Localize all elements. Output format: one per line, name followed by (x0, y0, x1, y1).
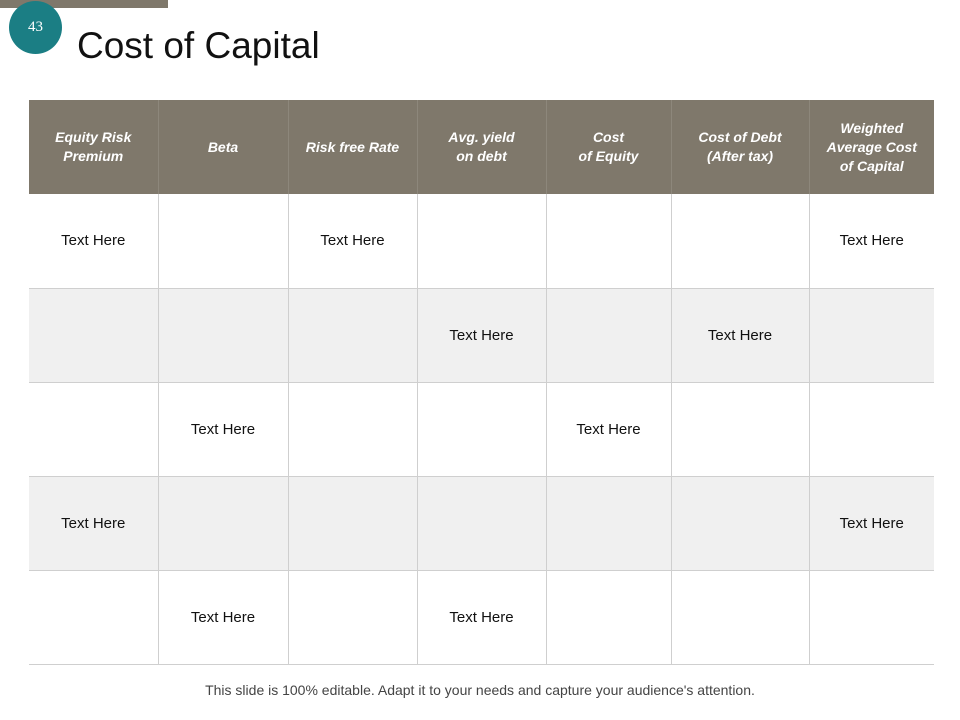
table-cell: Text Here (417, 570, 546, 664)
table-cell (671, 476, 809, 570)
table-cell (29, 382, 158, 476)
table-cell (158, 476, 288, 570)
header-wacc: Weighted Average Cost of Capital (809, 100, 934, 194)
slide-title: Cost of Capital (77, 25, 320, 66)
table-cell (546, 194, 671, 288)
table-cell (417, 194, 546, 288)
table-cell: Text Here (29, 194, 158, 288)
table-cell (158, 288, 288, 382)
slide-number-badge: 43 (9, 1, 62, 54)
cost-of-capital-table (29, 100, 934, 665)
table-header-row (29, 100, 934, 194)
table-cell: Text Here (29, 476, 158, 570)
table-cell: Text Here (546, 382, 671, 476)
table-cell (809, 382, 934, 476)
table-cell (288, 476, 417, 570)
header-beta: Beta (158, 100, 288, 194)
header-equity-risk-premium: Equity Risk Premium (29, 100, 158, 194)
table-cell (671, 194, 809, 288)
footer-note: This slide is 100% editable. Adapt it to your needs and capture your audience's attention. (205, 682, 755, 698)
table-cell (546, 476, 671, 570)
table-cell: Text Here (809, 476, 934, 570)
table-cell (29, 570, 158, 664)
header-cost-of-equity: Cost of Equity (546, 100, 671, 194)
table-cell (671, 382, 809, 476)
table-cell (158, 194, 288, 288)
header-cost-of-debt: Cost of Debt (After tax) (671, 100, 809, 194)
table-row (29, 194, 934, 288)
table-row (29, 288, 934, 382)
table-cell (809, 570, 934, 664)
header-risk-free-rate: Risk free Rate (288, 100, 417, 194)
table-row (29, 570, 934, 664)
table-row (29, 382, 934, 476)
table-row (29, 476, 934, 570)
table-cell (288, 570, 417, 664)
header-avg-yield-on-debt: Avg. yield on debt (417, 100, 546, 194)
table-cell: Text Here (158, 570, 288, 664)
table-cell (288, 288, 417, 382)
table-cell: Text Here (671, 288, 809, 382)
table-cell (417, 382, 546, 476)
table-cell (546, 570, 671, 664)
table-cell (546, 288, 671, 382)
table-cell: Text Here (288, 194, 417, 288)
table-cell (29, 288, 158, 382)
table-cell: Text Here (158, 382, 288, 476)
table-cell (671, 570, 809, 664)
table-cell (288, 382, 417, 476)
table-cell: Text Here (417, 288, 546, 382)
table-cell (809, 288, 934, 382)
table-cell: Text Here (809, 194, 934, 288)
table-cell (417, 476, 546, 570)
